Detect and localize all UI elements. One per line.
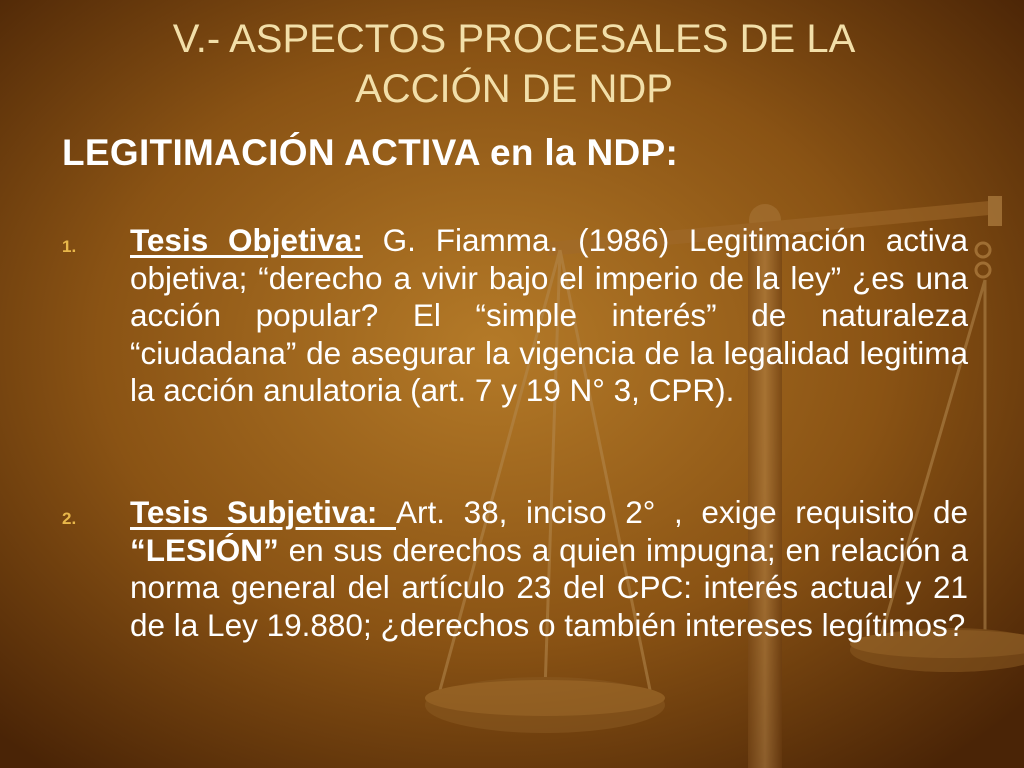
title-line-2: ACCIÓN DE NDP bbox=[355, 67, 673, 111]
list-number: 2. bbox=[62, 509, 77, 528]
list-item-subjective-thesis bbox=[62, 494, 968, 644]
list-item-text bbox=[130, 494, 968, 644]
slide-title bbox=[60, 14, 968, 114]
list-item-text bbox=[130, 222, 968, 410]
thesis-body-part-1: Art. 38, inciso 2° , exige requisito de bbox=[396, 494, 968, 530]
list-number: 1. bbox=[62, 237, 77, 256]
list-item-objective-thesis bbox=[62, 222, 968, 410]
thesis-label: Tesis Subjetiva: bbox=[130, 494, 396, 530]
thesis-body-part-2: en sus derechos a quien impugna; en relación a norma general del artículo 23 del CPC: interés actual y 21 de la Ley 19.880; ¿derechos o también intereses legítimos? bbox=[130, 531, 968, 643]
thesis-label: Tesis Objetiva: bbox=[130, 222, 363, 258]
title-line-1: V.- ASPECTOS PROCESALES DE LA bbox=[172, 17, 856, 61]
lesion-term: “LESIÓN” bbox=[130, 531, 279, 568]
thesis-body: G. Fiamma. (1986) Legitimación activa objetiva; “derecho a vivir bajo el imperio de la ley” ¿es una acción popular? El “simple interés” de naturaleza “ciudadana” de asegurar la vigencia de la legalidad legitima la acción anulatoria (art. 7 y 19 N° 3, CPR). bbox=[130, 222, 968, 408]
slide-subtitle: LEGITIMACIÓN ACTIVA en la NDP: bbox=[62, 132, 679, 173]
